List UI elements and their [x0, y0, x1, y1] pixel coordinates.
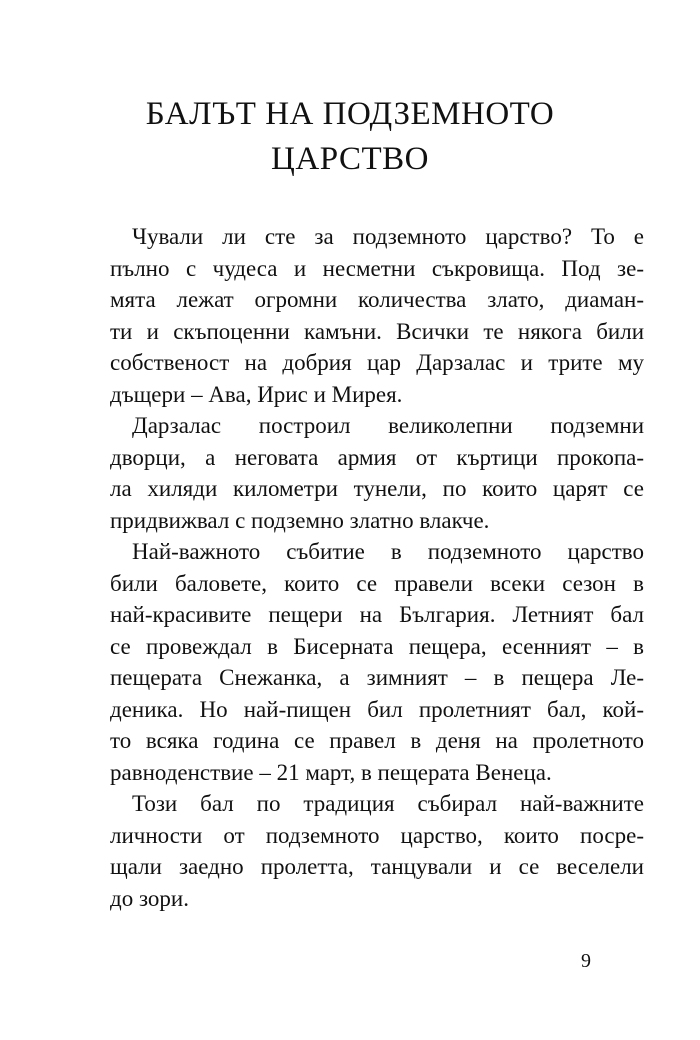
paragraph-2-line-2: дворци, а неговата армия от къртици прокопа-: [110, 445, 644, 470]
paragraph-3-line-4: се провеждал в Бисерната пещера, есенният – в: [110, 634, 644, 659]
paragraph-1-line-3: мята лежат огромни количества злато, диаман-: [110, 287, 644, 312]
paragraph-1-line-5: собственост на добрия цар Дарзалас и трите му: [110, 350, 644, 375]
paragraph-1-line-1: Чували ли сте за подземното царство? То е: [132, 224, 644, 249]
paragraph-1-line-6: дъщери – Ава, Ирис и Мирея.: [110, 382, 403, 407]
paragraph-2-line-4: придвижвал с подземно златно влакче.: [110, 508, 490, 533]
paragraph-4-line-3: щали заедно пролетта, танцували и се веселели: [110, 854, 644, 879]
paragraph-3-line-3: най-красивите пещери на България. Летният бал: [110, 602, 644, 627]
paragraph-1-line-2: пълно с чудеса и несметни съкровища. Под зе-: [110, 256, 644, 281]
chapter-title-line-1: БАЛЪТ НА ПОДЗЕМНОТО: [145, 96, 555, 132]
paragraph-4-line-4: до зори.: [110, 886, 189, 911]
paragraph-4-line-2: личности от подземното царство, които посре-: [110, 823, 644, 848]
paragraph-3-line-5: пещерата Снежанка, а зимният – в пещера Ле-: [110, 665, 644, 690]
paragraph-3-line-2: били баловете, които се правели всеки сезон в: [110, 571, 644, 596]
paragraph-3-line-8: равноденствие – 21 март, в пещерата Венеца.: [110, 760, 552, 785]
paragraph-2-line-1: Дарзалас построил великолепни подземни: [132, 413, 644, 438]
page-number: 9: [581, 950, 591, 972]
paragraph-1-line-4: ти и скъпоценни камъни. Всички те някога били: [110, 319, 644, 344]
paragraph-3-line-1: Най-важното събитие в подземното царство: [132, 539, 644, 564]
paragraph-3-line-7: то всяка година се правел в деня на пролетното: [110, 728, 644, 753]
chapter-title-line-2: ЦАРСТВО: [271, 141, 429, 177]
paragraph-2-line-3: ла хиляди километри тунели, по които царят се: [110, 476, 644, 501]
paragraph-3-line-6: деника. Но най-пищен бил пролетният бал, кой-: [110, 697, 644, 722]
paragraph-4-line-1: Този бал по традиция събирал най-важните: [132, 791, 644, 816]
